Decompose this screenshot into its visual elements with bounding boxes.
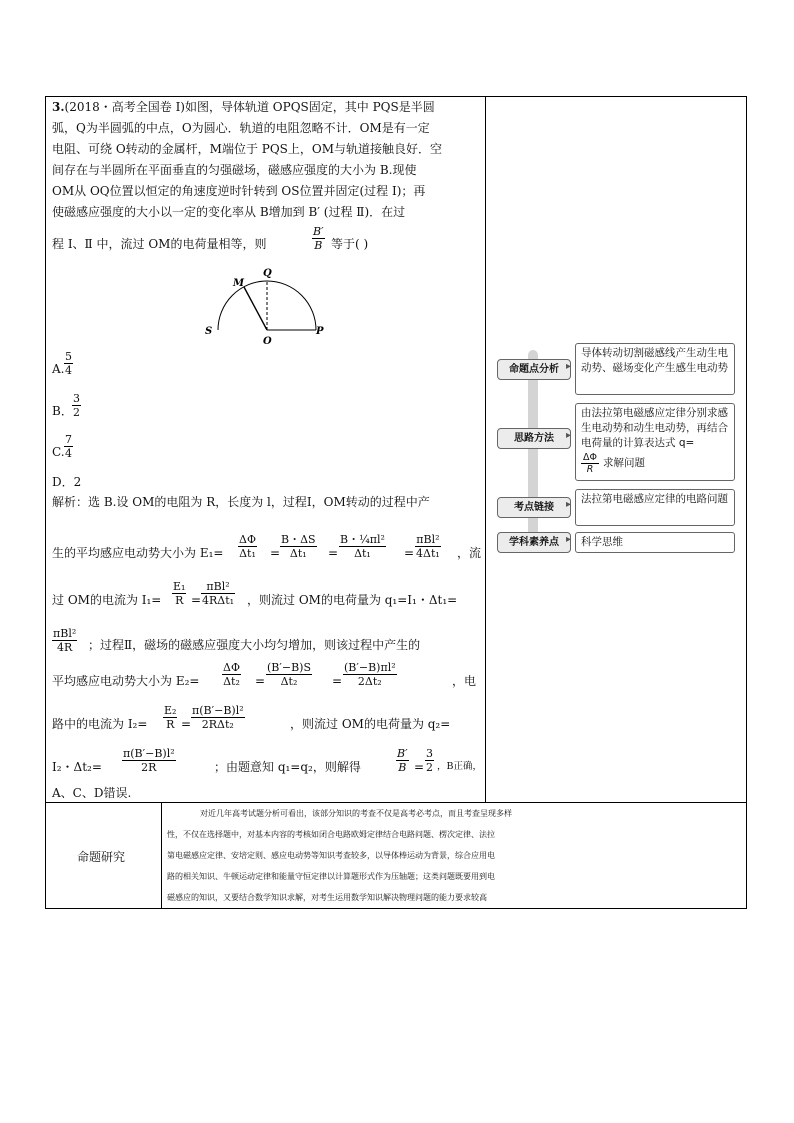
table-bottom-border (45, 908, 747, 909)
solution-line: ；过程Ⅱ，磁场的磁感应强度大小均匀增加，则该过程中产生的 (88, 638, 421, 652)
research-label-divider (161, 802, 162, 909)
table-top-border (45, 96, 747, 97)
charge-formula-fraction: ΔΦ R (583, 452, 597, 475)
solution-line: 解析：选 B.设 OM的电阻为 R，长度为 l，过程Ⅰ，OM转动的过程中产 (52, 495, 430, 509)
flow-box-analysis: 导体转动切割磁感线产生动生电动势、磁场变化产生感生电动势 (575, 343, 735, 395)
solution-line: ；由题意知 q₁=q₂，则解得 (214, 760, 361, 774)
option-a-fraction: $\frac{5}{4}$ (65, 350, 72, 377)
problem-line: 使磁感应强度的大小以一定的变化率从 B增加到 B′ (过程 Ⅱ)．在过 (52, 205, 406, 219)
formula-fraction: πBl² 4Δt₁ (416, 533, 440, 560)
formula-fraction: πBl² 4R (53, 627, 77, 654)
formula-fraction: $\frac{3}{2}$ (426, 747, 433, 774)
table-right-border (746, 96, 747, 909)
research-line: 性，不仅在选择题中，对基本内容的考核如闭合电路欧姆定律结合电路问题、楞次定律、法拉 (167, 830, 495, 839)
problem-number: 3. (52, 100, 65, 114)
equals-sign: = (414, 760, 425, 774)
problem-line: 间存在与半圆所在平面垂直的匀强磁场，磁感应强度的大小为 B.现使 (52, 163, 417, 177)
problem-line: 电阻、可绕 O转动的金属杆，M端位于 PQS上，OM与轨道接触良好．空 (52, 142, 443, 156)
flow-label-analysis: 命题点分析 (497, 359, 571, 380)
arrow-icon: ▸ (566, 430, 572, 441)
solution-line: 路中的电流为 I₂= (52, 717, 148, 731)
solution-line: 生的平均感应电动势大小为 E₁= (52, 546, 224, 560)
equals-sign: = (328, 546, 339, 560)
flow-box-link: 法拉第电磁感应定律的电路问题 (575, 489, 735, 526)
formula-fraction: π(B′−B)l² 2RΔt₂ (192, 704, 244, 731)
flow-spine (528, 350, 538, 550)
solution-line: ，则流过 OM的电荷量为 q₂= (290, 717, 451, 731)
flow-label-method: 思路方法 (497, 428, 571, 449)
research-line: 对近几年高考试题分析可看出，该部分知识的考查不仅是高考必考点，而且考查呈现多样 (200, 809, 512, 818)
formula-fraction: $\frac{B・\Delta S}{\text{Δt₁}}$ (281, 533, 316, 560)
problem-line: (2018・高考全国卷 Ⅰ)如图，导体轨道 OPQS固定，其中 PQS是半圆 (64, 100, 435, 114)
research-label: 命题研究 (77, 850, 126, 864)
option-a-label: A. (52, 362, 65, 376)
equals-sign: = (404, 546, 415, 560)
research-line: 第电磁感应定律、安培定则、感应电动势等知识考查较多，以导体棒运动为背景，综合应用电 (167, 851, 495, 860)
flow-label-literacy: 学科素养点 (497, 532, 571, 553)
equals-sign: = (332, 674, 343, 688)
equals-sign: = (191, 593, 202, 607)
flow-box-method: 由法拉第电磁感应定律分别求感生电动势和动生电动势，再结合电荷量的计算表达式 q= ΔΦ R 求解问题 (575, 403, 735, 481)
formula-fraction: $\frac{\text{(B′−B)πl²}}{\text{2Δt₂}}$ (344, 661, 396, 688)
option-b-label: B． (52, 404, 73, 418)
equals-sign: = (181, 717, 192, 731)
table-left-border (45, 96, 46, 909)
solution-line: ，电 (452, 674, 477, 688)
formula-fraction: $\frac{\text{π(B′−B)l²}}{2R}$ (123, 747, 175, 774)
formula-fraction: $\frac{\Delta\Phi}{\text{Δt₁}}$ (239, 533, 256, 560)
semicircle-track-figure (195, 258, 335, 350)
solution-line: ，则流过 OM的电荷量为 q₁=I₁・Δt₁= (247, 593, 458, 607)
option-c-fraction: $\frac{7}{4}$ (65, 433, 72, 460)
formula-fraction: πBl² 4RΔt₁ (202, 580, 235, 607)
solution-line: I₂・Δt₂= (52, 760, 102, 774)
formula-fraction: $\frac{\text{E₂}}{R}$ (164, 704, 177, 731)
formula-fraction: $\frac{\Delta\Phi}{\text{Δt₂}}$ (223, 661, 240, 688)
arrow-icon: ▸ (566, 361, 572, 372)
rod-om (244, 287, 267, 330)
label-m: M (233, 278, 245, 289)
formula-fraction: $\frac{(B'-B)S}{\text{Δt₂}}$ (267, 661, 311, 688)
label-q: Q (263, 268, 272, 279)
arrow-icon: ▸ (566, 499, 572, 510)
problem-line: 弧，Q为半圆弧的中点，O为圆心．轨道的电阻忽略不计．OM是有一定 (52, 121, 430, 135)
solution-line: ，B正确， (437, 761, 482, 772)
label-s: S (205, 326, 213, 337)
option-b-fraction: $\frac{3}{2}$ (73, 392, 80, 419)
flow-label-link: 考点链接 (497, 497, 571, 518)
arrow-icon: ▸ (566, 534, 572, 545)
formula-fraction: $\frac{\text{B・¼πl²}}{\text{Δt₁}}$ (340, 533, 385, 560)
research-line: 磁感应的知识，又要结合数学知识求解，对考生运用数学知识解决物理问题的能力要求较高 (167, 893, 487, 902)
equals-sign: = (255, 674, 266, 688)
research-line: 路的相关知识、牛顿运动定律和能量守恒定律以计算题形式作为压轴题；这类问题既要用到电 (167, 872, 495, 881)
problem-line: 程 Ⅰ、Ⅱ 中，流过 OM的电荷量相等，则 (52, 237, 267, 251)
option-d: D．2 (52, 475, 82, 489)
answer-blank: 等于( ) (331, 237, 369, 251)
solution-line: 过 OM的电流为 I₁= (52, 593, 162, 607)
equals-sign: = (270, 546, 281, 560)
option-c-label: C. (52, 445, 65, 459)
solution-line: ，流 (457, 546, 482, 560)
formula-fraction: $\frac{B'}{B}$ (397, 747, 408, 774)
table-row-divider (45, 802, 747, 803)
problem-line: OM从 OQ位置以恒定的角速度逆时针转到 OS位置并固定(过程 Ⅰ)；再 (52, 184, 426, 198)
table-column-divider (485, 96, 486, 802)
solution-line: A、C、D错误. (52, 786, 132, 800)
label-p: P (316, 326, 324, 337)
ratio-fraction: $\frac{B'}{B}$ (313, 225, 324, 252)
label-o: O (263, 336, 272, 347)
flow-box-literacy: 科学思维 (575, 532, 735, 553)
solution-line: 平均感应电动势大小为 E₂= (52, 674, 200, 688)
formula-fraction: $\frac{\text{E₁}}{R}$ (173, 580, 186, 607)
